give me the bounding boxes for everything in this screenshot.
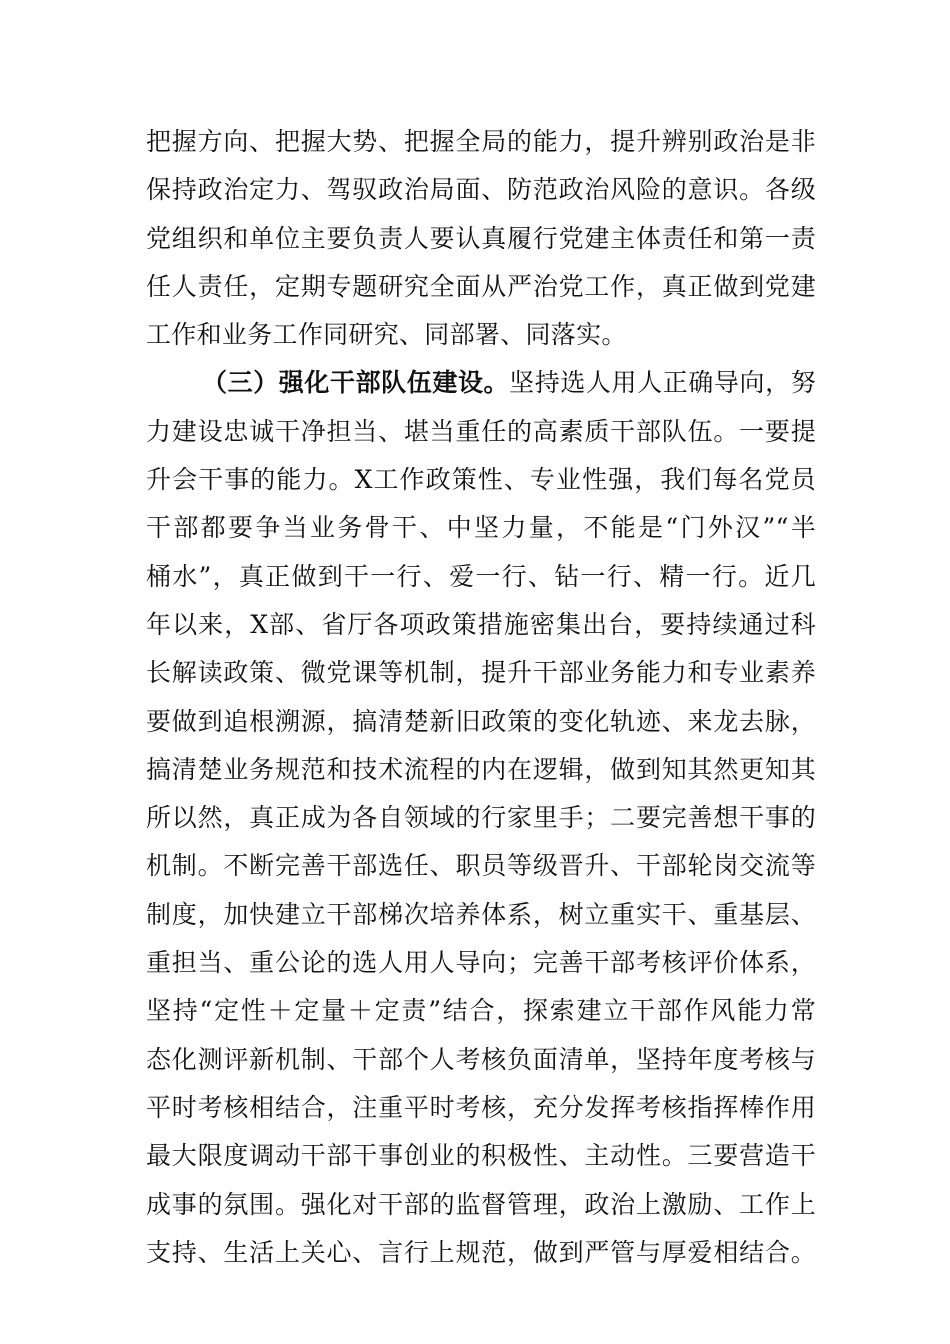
text-line: 态化测评新机制、干部个人考核负面清单，坚持年度考核与	[146, 1044, 816, 1074]
text-line: 机制。不断完善干部选任、职员等级晋升、干部轮岗交流等	[146, 851, 816, 881]
text-line: 工作和业务工作同研究、同部署、同落实。	[146, 320, 627, 350]
section-heading-line	[146, 359, 816, 407]
text-line: 要做到追根溯源，搞清楚新旧政策的变化轨迹、来龙去脉，	[146, 706, 816, 736]
text-line: 制度，加快建立干部梯次培养体系，树立重实干、重基层、	[146, 899, 816, 929]
text-line: 最大限度调动干部干事创业的积极性、主动性。三要营造干	[146, 1141, 816, 1171]
text-line: 干部都要争当业务骨干、中坚力量，不能是“门外汉”“半	[146, 513, 816, 543]
section-lead: 坚持选人用人正确导向，	[509, 368, 791, 398]
text-line: 支持、生活上关心、言行上规范，做到严管与厚爱相结合。	[146, 1237, 816, 1267]
text-line: 升会干事的能力。X工作政策性、专业性强，我们每名党员	[146, 465, 816, 495]
text-line: 成事的氛围。强化对干部的监督管理，政治上激励、工作上	[146, 1189, 816, 1219]
text-line: 保持政治定力、驾驭政治局面、防范政治风险的意识。各级	[146, 175, 816, 205]
text-line: 搞清楚业务规范和技术流程的内在逻辑，做到知其然更知其	[146, 754, 816, 784]
text-line: 平时考核相结合，注重平时考核，充分发挥考核指挥棒作用	[146, 1092, 816, 1122]
text-line: 坚持“定性＋定量＋定责”结合，探索建立干部作风能力常	[146, 996, 816, 1026]
text-line: 把握方向、把握大势、把握全局的能力，提升辨别政治是非	[146, 127, 816, 156]
text-line: 党组织和单位主要负责人要认真履行党建主体责任和第一责	[146, 223, 816, 253]
section-heading: （三）强化干部队伍建设。	[202, 368, 510, 398]
document-body	[146, 118, 816, 1277]
text-line: 力建设忠诚干净担当、堪当重任的高素质干部队伍。一要提	[146, 416, 816, 446]
section-lead-tail: 努	[790, 368, 816, 398]
text-line: 重担当、重公论的选人用人导向；完善干部考核评价体系，	[146, 948, 816, 978]
text-line: 桶水”，真正做到干一行、爱一行、钻一行、精一行。近几	[146, 561, 816, 591]
text-line: 所以然，真正成为各自领域的行家里手；二要完善想干事的	[146, 803, 816, 833]
text-line: 任人责任，定期专题研究全面从严治党工作，真正做到党建	[146, 271, 816, 301]
text-line: 长解读政策、微党课等机制，提升干部业务能力和专业素养	[146, 658, 816, 688]
text-line: 年以来，X部、省厅各项政策措施密集出台，要持续通过科	[146, 609, 816, 639]
